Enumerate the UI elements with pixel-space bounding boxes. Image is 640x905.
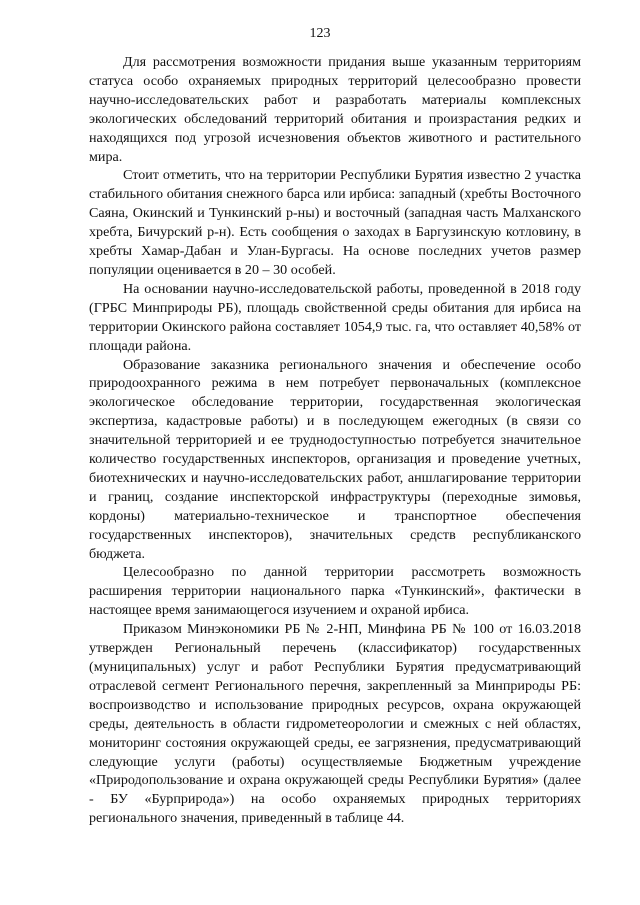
paragraph-5: Целесообразно по данной территории рассмотреть возможность расширения территории национального парка «Тункинский», фактически в настоящее время занимающегося изучением и охраной ирбиса. — [89, 564, 581, 619]
paragraph-2: Стоит отметить, что на территории Республики Бурятия известно 2 участка стабильного обитания снежного барса или ирбиса: западный (хребты Восточного Саяна, Окинский и Тункинский р-ны) и восточный (западная часть Малханского хребта, Бичурский р-н). Есть сообщения о заходах в Баргузинскую котловину, в хребты Хамар-Дабан и Улан-Бургасы. На основе последних учетов размер популяции оценивается в 20 – 30 особей. — [89, 167, 581, 278]
paragraph-4: Образование заказника регионального значения и обеспечение особо природоохранного режима в нем потребует первоначальных (комплексное экологическое обследование территории, государственная экологическая экспертиза, кадастровые работы) и в последующем ежегодных (в связи со значительной территорией и ее труднодоступностью потребуется значительное количество государственных инспекторов, организация и проведение учетных, биотехнических и научно-исследовательских работ, аншлагирование территории и границ, создание инспекторской инфраструктуры (переходные зимовья, кордоны) материально-техническое и транспортное обеспечения государственных инспекторов), значительных средств республиканского бюджета. — [89, 356, 581, 562]
page-number: 123 — [309, 26, 331, 41]
paragraph-3: На основании научно-исследовательской работы, проведенной в 2018 году (ГРБС Минприроды РБ), площадь свойственной среды обитания для ирбиса на территории Окинского района составляет 1054,9 тыс. га, что оставляет 40,58% от площади района. — [89, 280, 581, 354]
document-body — [89, 53, 581, 828]
paragraph-6: Приказом Минэкономики РБ № 2-НП, Минфина РБ № 100 от 16.03.2018 утвержден Региональный перечень (классификатор) государственных (муниципальных) услуг и работ Республики Бурятия предусматривающий отраслевой сегмент Регионального перечня, закрепленный за Минприроды РБ: воспроизводство и использование природных ресурсов, охрана окружающей среды, деятельность в области гидрометеорологии и смежных с ней областях, мониторинг состояния окружающей среды, ее загрязнения, предусматривающий следующие услуги (работы) осуществляемые Бюджетным учреждение «Природопользование и охрана окружающей среды Республики Бурятия» (далее - БУ «Бурприрода») на особо охраняемых природных территориях регионального значения, приведенный в таблице 44. — [89, 621, 581, 827]
paragraph-1: Для рассмотрения возможности придания выше указанным территориям статуса особо охраняемых природных территорий целесообразно провести научно-исследовательских работ и разработать материалы комплексных экологических обследований территорий обитания и произрастания редких и находящихся под угрозой исчезновения объектов животного и растительного мира. — [89, 54, 581, 165]
